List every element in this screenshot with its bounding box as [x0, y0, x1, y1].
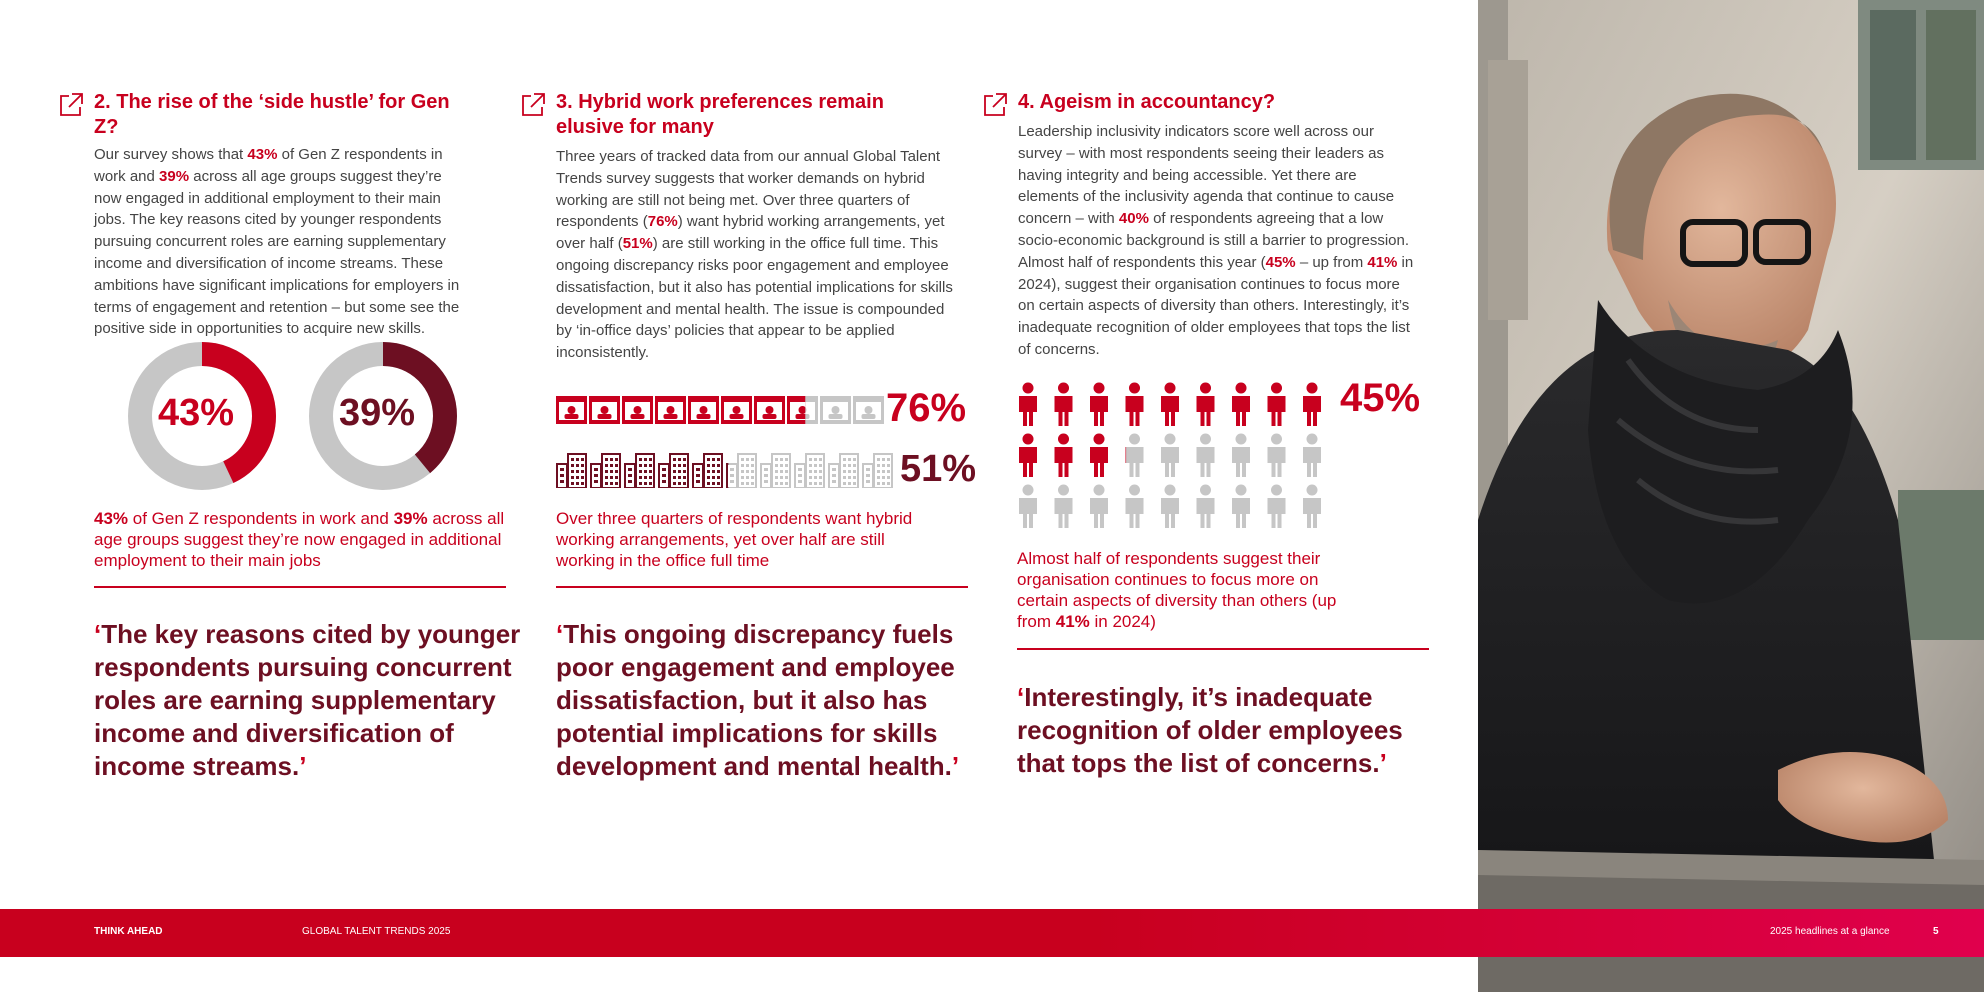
highlight-figure: 51%: [622, 235, 653, 253]
footer-brand: THINK AHEAD: [94, 926, 163, 937]
section-hybrid-work: [520, 90, 970, 364]
text-run: of Gen Z respondents in work and: [94, 146, 443, 185]
footer-bar: [0, 909, 1984, 957]
external-link-icon[interactable]: [58, 92, 84, 118]
person-icon: [1019, 434, 1037, 478]
laptop-icon: [754, 396, 785, 424]
laptop-icon: [721, 396, 752, 424]
highlight-figure: 41%: [1055, 612, 1090, 631]
person-icon: [1197, 485, 1215, 529]
text-run: Leadership inclusivity indicators score well across our survey – with most respondents seeing their leaders as having integrity and being accessible. Yet there are elements of the inclusivity agenda that continue to cause concern – with: [1018, 123, 1395, 228]
office-building-icon: [795, 454, 824, 488]
text-run: in 2024): [1089, 612, 1156, 631]
person-icon: [1303, 434, 1321, 478]
pull-quote: ‘The key reasons cited by younger respondents pursuing concurrent roles are earning supplementary income and diversification of income streams.’: [94, 619, 521, 781]
person-icon: [1126, 485, 1144, 529]
person-icon: [1268, 485, 1286, 529]
text-run: across all age groups suggest they’re now engaged in additional employment to their main jobs: [94, 509, 505, 570]
portrait-photo: [1478, 0, 1984, 992]
person-icon: [1090, 383, 1108, 427]
stat-hybrid: 76%: [886, 386, 967, 430]
person-icon: [1019, 383, 1037, 427]
text-run: – up from: [1295, 253, 1368, 271]
section-body: [556, 146, 961, 364]
page-number: 5: [1933, 926, 1939, 937]
icon-caption: Over three quarters of respondents want hybrid working arrangements, yet over half are still working in the office full time: [556, 509, 913, 570]
section-heading: 2. The rise of the ‘side hustle’ for Gen Z?: [58, 90, 468, 140]
external-link-icon[interactable]: [982, 92, 1008, 118]
divider: [556, 586, 968, 588]
person-icon: [1232, 434, 1250, 478]
donut-caption: [94, 508, 506, 571]
person-icon: [1090, 485, 1108, 529]
text-run: in 2024), suggest their organisation continues to focus more on certain aspects of diversity than others. Interestingly, it’s inadequate recognition of older employees that tops the list of concerns.: [1018, 253, 1414, 358]
person-icon: [1161, 485, 1179, 529]
laptop-icon: [820, 396, 851, 424]
text-run: of Gen Z respondents in work and: [128, 509, 394, 528]
pull-quote: ‘Interestingly, it’s inadequate recognition of older employees that tops the list of concerns.’: [1017, 682, 1403, 778]
divider: [94, 586, 506, 588]
divider: [1017, 648, 1429, 650]
person-icon: [1126, 434, 1144, 478]
donut-label-all-ages: 39%: [339, 392, 416, 434]
text-run: Our survey shows that: [94, 146, 248, 163]
person-icon-grid: [1016, 382, 1336, 532]
office-building-icon: [591, 454, 620, 488]
pull-quote: ‘This ongoing discrepancy fuels poor engagement and employee dissatisfaction, but it also has potential implications for skills development and mental health.’: [556, 619, 960, 781]
office-building-icon-row: [556, 452, 896, 488]
icon-caption: [1017, 548, 1357, 632]
stat-diversity: 45%: [1340, 376, 1421, 420]
text-run: of respondents agreeing that a low socio-economic background is still a barrier to progression. Almost half of respondents this year (: [1018, 210, 1410, 271]
office-building-icon: [557, 454, 586, 488]
laptop-icon: [688, 396, 719, 424]
section-ageism: [982, 90, 1422, 361]
highlight-figure: 45%: [1265, 253, 1296, 271]
text-run: Almost half of respondents suggest their organisation continues to focus more on certain aspects of diversity than others (up from: [1017, 549, 1337, 631]
highlight-figure: 76%: [647, 213, 678, 231]
person-icon: [1232, 383, 1250, 427]
office-building-icon: [625, 454, 654, 488]
person-icon: [1303, 485, 1321, 529]
footer-section: 2025 headlines at a glance: [1770, 926, 1890, 937]
text-run: ) want hybrid working arrangements, yet over half (: [556, 213, 945, 253]
laptop-icon: [853, 396, 884, 424]
person-icon: [1019, 485, 1037, 529]
highlight-figure: 40%: [1118, 210, 1149, 228]
office-building-icon: [761, 454, 790, 488]
office-building-icon: [693, 454, 722, 488]
person-icon: [1126, 383, 1144, 427]
section-body: [94, 144, 468, 340]
highlight-figure: 43%: [94, 509, 129, 528]
laptop-icon: [655, 396, 686, 424]
laptop-icon: [589, 396, 620, 424]
stat-office: 51%: [900, 448, 977, 490]
text-run: ) are still working in the office full time. This ongoing discrepancy risks poor engagement and employee dissatisfaction, but it also has potential implications for skills development and mental health. The issue is compounded by ‘in-office days’ policies that appear to be applied inconsistently.: [556, 235, 953, 362]
person-icon: [1055, 485, 1073, 529]
office-building-icon: [727, 454, 756, 488]
highlight-figure: 39%: [393, 509, 428, 528]
highlight-figure: 43%: [247, 146, 278, 163]
person-icon: [1268, 383, 1286, 427]
person-icon: [1055, 434, 1073, 478]
person-icon: [1161, 434, 1179, 478]
text-run: across all age groups suggest they’re now engaged in additional employment to their main jobs. The key reasons cited by younger respondents pursuing concurrent roles are earning supplementary income and diversification of income streams. These ambitions have significant implications for employers in terms of engagement and retention – but some see the positive side in opportunities to acquire new skills.: [94, 167, 460, 338]
person-icon: [1055, 383, 1073, 427]
section-heading: 3. Hybrid work preferences remain elusive for many: [520, 90, 970, 140]
donut-label-gen-z: 43%: [158, 392, 235, 434]
laptop-icon: [622, 396, 653, 424]
section-body: [1018, 121, 1418, 361]
section-side-hustle: [58, 90, 468, 340]
footer-report-title: GLOBAL TALENT TRENDS 2025: [302, 926, 451, 937]
highlight-figure: 39%: [159, 167, 190, 185]
person-icon: [1090, 434, 1108, 478]
text-run: Three years of tracked data from our annual Global Talent Trends survey suggests that worker demands on hybrid working are still not being met. Over three quarters of respondents (: [556, 148, 941, 231]
laptop-icon: [556, 396, 587, 424]
office-building-icon: [863, 454, 892, 488]
person-icon: [1161, 383, 1179, 427]
person-icon: [1303, 383, 1321, 427]
office-building-icon: [659, 454, 688, 488]
highlight-figure: 41%: [1367, 253, 1398, 271]
office-building-icon: [829, 454, 858, 488]
section-heading: 4. Ageism in accountancy?: [982, 90, 1422, 115]
laptop-icon-row: [556, 396, 886, 424]
person-icon: [1197, 383, 1215, 427]
external-link-icon[interactable]: [520, 92, 546, 118]
person-icon: [1268, 434, 1286, 478]
person-icon: [1232, 485, 1250, 529]
person-icon: [1197, 434, 1215, 478]
